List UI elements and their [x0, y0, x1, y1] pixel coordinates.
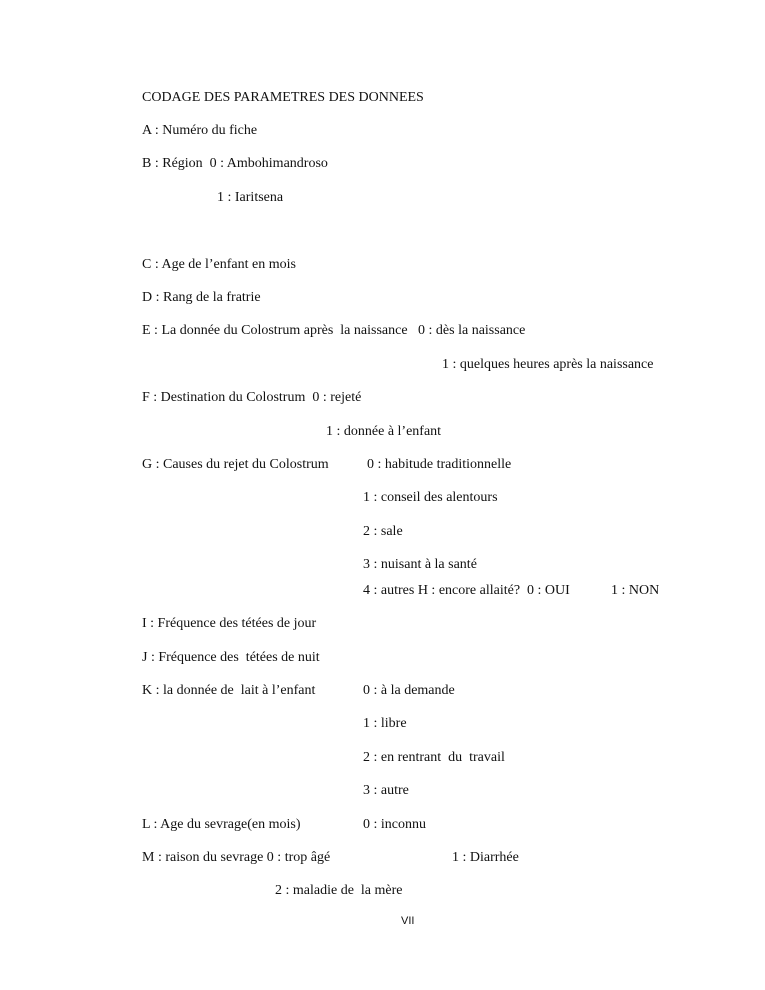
- item-k-option-3: 3 : autre: [363, 783, 409, 798]
- item-k-option-0: 0 : à la demande: [363, 683, 455, 698]
- item-k-label: K : la donnée de lait à l’enfant: [142, 683, 316, 698]
- item-g-label: G : Causes du rejet du Colostrum: [142, 457, 329, 472]
- item-a: A : Numéro du fiche: [142, 123, 258, 138]
- item-k-option-1: 1 : libre: [363, 716, 407, 731]
- item-k-option-2: 2 : en rentrant du travail: [363, 750, 505, 765]
- item-m-option-2: 2 : maladie de la mère: [275, 883, 403, 898]
- document-title: CODAGE DES PARAMETRES DES DONNEES: [142, 90, 424, 105]
- page-number: VII: [401, 915, 415, 927]
- item-b: B : Région 0 : Ambohimandroso: [142, 156, 328, 171]
- item-b-option-1: 1 : Iaritsena: [217, 190, 284, 205]
- item-e-option-1: 1 : quelques heures après la naissance: [442, 357, 654, 372]
- item-g-option-2: 2 : sale: [363, 524, 403, 539]
- item-g-option-3: 3 : nuisant à la santé: [363, 557, 477, 572]
- item-g-option-0: 0 : habitude traditionnelle: [367, 457, 512, 472]
- item-f: F : Destination du Colostrum 0 : rejeté: [142, 390, 362, 405]
- item-m: M : raison du sevrage 0 : trop âgé: [142, 850, 331, 865]
- item-h-option-1: 1 : NON: [611, 583, 660, 598]
- item-f-option-1: 1 : donnée à l’enfant: [326, 424, 442, 439]
- item-g-option-1: 1 : conseil des alentours: [363, 490, 498, 505]
- item-m-option-1: 1 : Diarrhée: [452, 850, 519, 865]
- item-d: D : Rang de la fratrie: [142, 290, 261, 305]
- item-j: J : Fréquence des tétées de nuit: [142, 650, 320, 665]
- item-c: C : Age de l’enfant en mois: [142, 257, 296, 272]
- item-i: I : Fréquence des tétées de jour: [142, 616, 317, 631]
- item-l-option-0: 0 : inconnu: [363, 817, 426, 832]
- item-g-option-4-item-h: 4 : autres H : encore allaité? 0 : OUI: [363, 583, 570, 598]
- item-l-label: L : Age du sevrage(en mois): [142, 817, 301, 832]
- item-e: E : La donnée du Colostrum après la naissance 0 : dès la naissance: [142, 323, 526, 338]
